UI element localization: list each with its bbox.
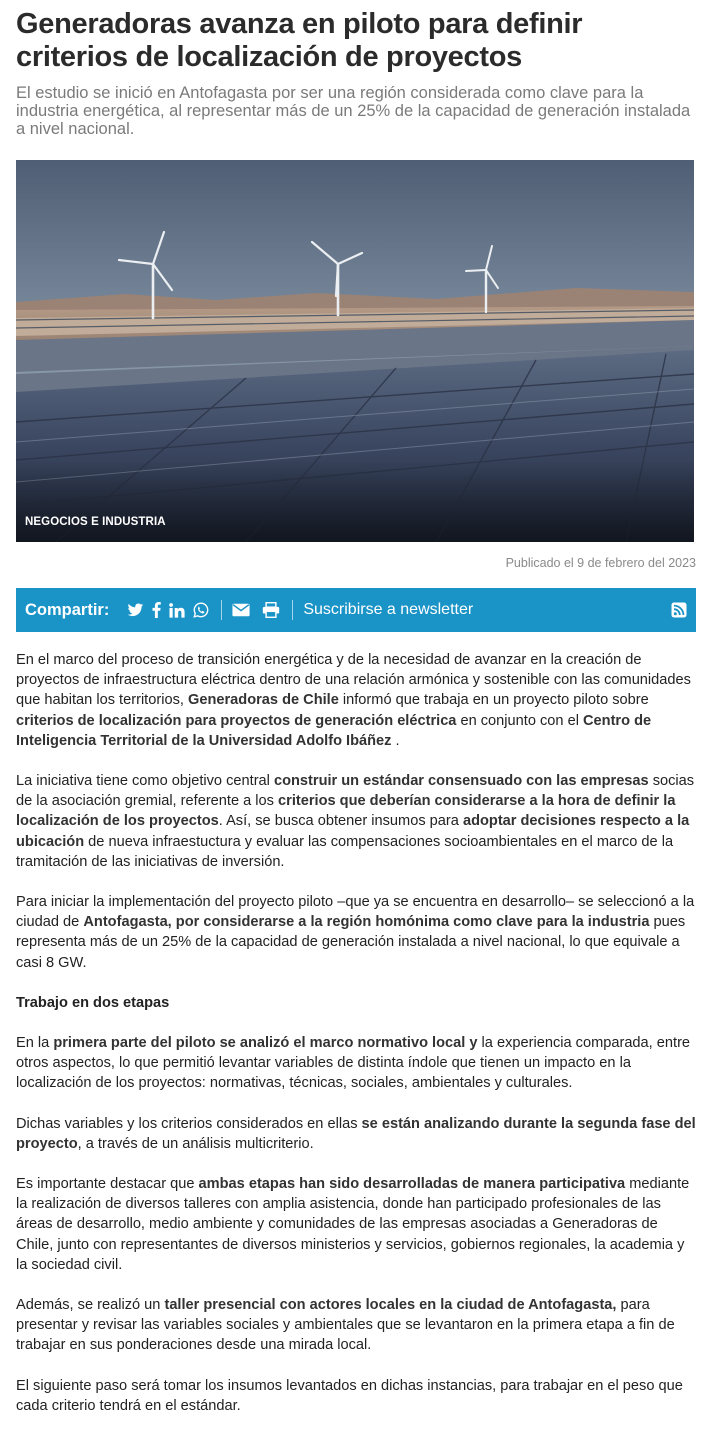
linkedin-icon[interactable] — [169, 600, 185, 620]
body-paragraph — [16, 1174, 696, 1275]
text-run: de nueva infraestuctura y evaluar las compensaciones socioambientales en el marco de la tramitación de las iniciativas de inversión. — [16, 833, 674, 870]
bold-text: Generadoras de Chile — [187, 692, 339, 709]
text-run: informó que trabaja en un proyecto piloto sobre — [338, 692, 649, 709]
article-title: Generadoras avanza en piloto para definir criterios de localización de proyectos — [16, 8, 583, 73]
share-icons — [127, 600, 303, 620]
share-label: Compartir: — [25, 600, 110, 619]
mail-icon[interactable] — [232, 600, 250, 620]
text-run: , a través de un análisis multicriterio. — [77, 1135, 314, 1152]
text-run: pues representa más de un 25% de la capacidad de generación instalada a nivel nacional, lo que equivale a casi 8 GW. — [16, 914, 686, 971]
bold-text: adoptar decisiones respecto a la ubicación — [16, 813, 690, 850]
text-run: para presentar y revisar las variables sociales y ambientales que se levantaron en la primera etapa a fin de trabajar en sus ponderaciones desde una mirada local. — [16, 1297, 675, 1354]
newsletter-link[interactable]: Suscribirse a newsletter — [303, 601, 474, 618]
print-icon[interactable] — [262, 600, 280, 620]
text-run: Es importante destacar que — [16, 1176, 199, 1193]
share-divider — [221, 600, 222, 620]
bold-text: criterios de localización para proyectos de generación eléctrica — [16, 712, 457, 729]
body-paragraph — [16, 1114, 696, 1154]
text-run: La iniciativa tiene como objetivo central — [16, 773, 274, 790]
body-paragraph — [16, 1033, 696, 1094]
text-run: Dichas variables y los criterios considerados en ellas — [16, 1115, 362, 1132]
body-paragraph — [16, 1295, 696, 1356]
body-paragraph — [16, 892, 696, 973]
text-run: El siguiente paso será tomar los insumos levantados en dichas instancias, para trabajar en el peso que cada criterio tendrá en el estándar. — [16, 1377, 683, 1414]
text-run: socias de la asociación gremial, referente a los — [16, 773, 695, 810]
article-subtitle: El estudio se inició en Antofagasta por ser una región considerada como clave para la industria energética, al representar más de un 25% de la capacidad de generación instalada a nivel nacional. — [16, 84, 691, 138]
bold-text: se están analizando durante la segunda fase del proyecto — [16, 1115, 696, 1152]
text-run: . Así, se busca obtener insumos para — [218, 813, 463, 830]
section-heading: Trabajo en dos etapas — [16, 994, 170, 1011]
text-run: mediante la realización de diversos talleres con amplia asistencia, donde han participado profesionales de las áreas de desarrollo, medio ambiente y comunidades de las empresas asociadas a Generadoras de Chile, junto con representantes de diversos ministerios y servicios, gobiernos regionales, la academia y la sociedad civil. — [16, 1176, 690, 1273]
text-run: . — [391, 732, 400, 749]
text-run: la experiencia comparada, entre otros aspectos, lo que permitió levantar variables de distinta índole que tienen un impacto en la localización de los proyectos: normativas, técnicas, sociales, ambientales y culturales. — [16, 1035, 691, 1092]
category-label[interactable]: NEGOCIOS E INDUSTRIA — [25, 516, 166, 528]
text-run: Para iniciar la implementación del proyecto piloto –que ya se encuentra en desarrollo– se seleccionó a la ciudad de — [16, 894, 695, 931]
article-page — [0, 8, 712, 1416]
facebook-icon[interactable] — [152, 600, 161, 620]
hero-image[interactable] — [16, 160, 694, 542]
share-bar — [16, 588, 696, 632]
bold-text: Centro de Inteligencia Territorial de la Universidad Adolfo Ibáñez — [16, 712, 652, 749]
share-divider-2 — [292, 600, 293, 620]
body-paragraph — [16, 1376, 696, 1416]
rss-icon[interactable] — [671, 602, 687, 623]
solar-wind-photo — [16, 160, 694, 542]
publish-date: Publicado el 9 de febrero del 2023 — [505, 556, 696, 570]
text-run: en conjunto con el — [456, 712, 583, 729]
bold-text: ambas etapas han sido desarrolladas de manera participativa — [198, 1176, 626, 1193]
bold-text: primera parte del piloto se analizó el marco normativo local y — [53, 1035, 478, 1052]
bold-text: criterios que deberían considerarse a la hora de definir la localización de los proyectos — [16, 793, 676, 830]
article-body — [16, 650, 696, 1416]
bold-text: Antofagasta, por considerarse a la región homónima como clave para la industria — [83, 914, 650, 931]
twitter-icon[interactable] — [127, 600, 144, 620]
bold-text: construir un estándar consensuado con las empresas — [273, 773, 649, 790]
text-run: En el marco del proceso de transición energética y de la necesidad de avanzar en la creación de proyectos de infraestructura eléctrica dentro de una relación armónica y sostenible con las comunidades que habitan los territorios, — [16, 652, 691, 709]
body-paragraph — [16, 650, 696, 751]
text-run: En la — [16, 1035, 54, 1052]
bold-text: taller presencial con actores locales en la ciudad de Antofagasta, — [164, 1297, 617, 1314]
whatsapp-icon[interactable] — [193, 600, 209, 620]
body-paragraph — [16, 771, 696, 872]
text-run: Además, se realizó un — [16, 1297, 165, 1314]
